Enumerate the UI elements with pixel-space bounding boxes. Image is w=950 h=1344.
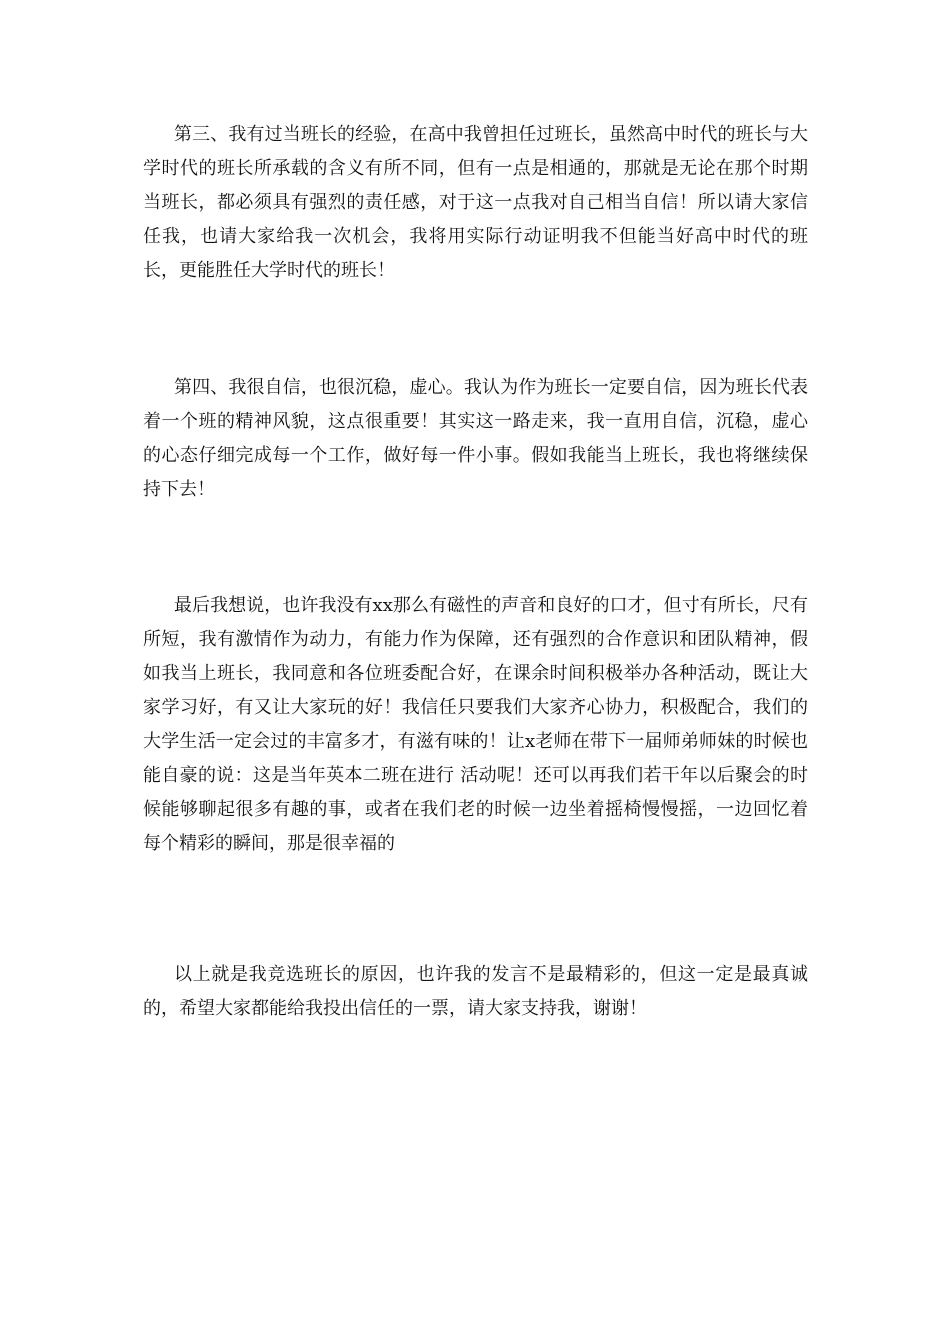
paragraph-fourth-point: 第四、我很自信，也很沉稳，虚心。我认为作为班长一定要自信，因为班长代表着一个班的精神风貌，这点很重要！其实这一路走来，我一直用自信，沉稳，虚心的心态仔细完成每一个工作，做好每一件小事。假如我能当上班长，我也将继续保持下去！ — [143, 377, 808, 500]
paragraph-closing-remarks: 最后我想说，也许我没有xx那么有磁性的声音和良好的口才，但寸有所长，尺有所短，我有激情作为动力，有能力作为保障，还有强烈的合作意识和团队精神，假如我当上班长，我同意和各位班委配合好，在课余时间积极举办各种活动，既让大家学习好，有又让大家玩的好！我信任只要我们大家齐心协力，积极配合，我们的大学生活一定会过的丰富多才，有滋有味的！让x老师在带下一届师弟师妹的时候也能自豪的说：这是当年英本二班在进行 活动呢！还可以再我们若干年以后聚会的时候能够聊起很多有趣的事，或者在我们老的时候一边坐着摇椅慢慢摇，一边回忆着每个精彩的瞬间，那是很幸福的 — [143, 595, 808, 854]
paragraph-third-point: 第三、我有过当班长的经验，在高中我曾担任过班长，虽然高中时代的班长与大学时代的班长所承载的含义有所不同，但有一点是相通的，那就是无论在那个时期当班长，都必须具有强烈的责任感，对于这一点我对自己相当自信！所以请大家信任我，也请大家给我一次机会，我将用实际行动证明我不但能当好高中时代的班长，更能胜任大学时代的班长！ — [143, 124, 808, 281]
paragraph-conclusion: 以上就是我竞选班长的原因，也许我的发言不是最精彩的，但这一定是最真诚的，希望大家都能给我投出信任的一票，请大家支持我，谢谢！ — [143, 964, 808, 1019]
